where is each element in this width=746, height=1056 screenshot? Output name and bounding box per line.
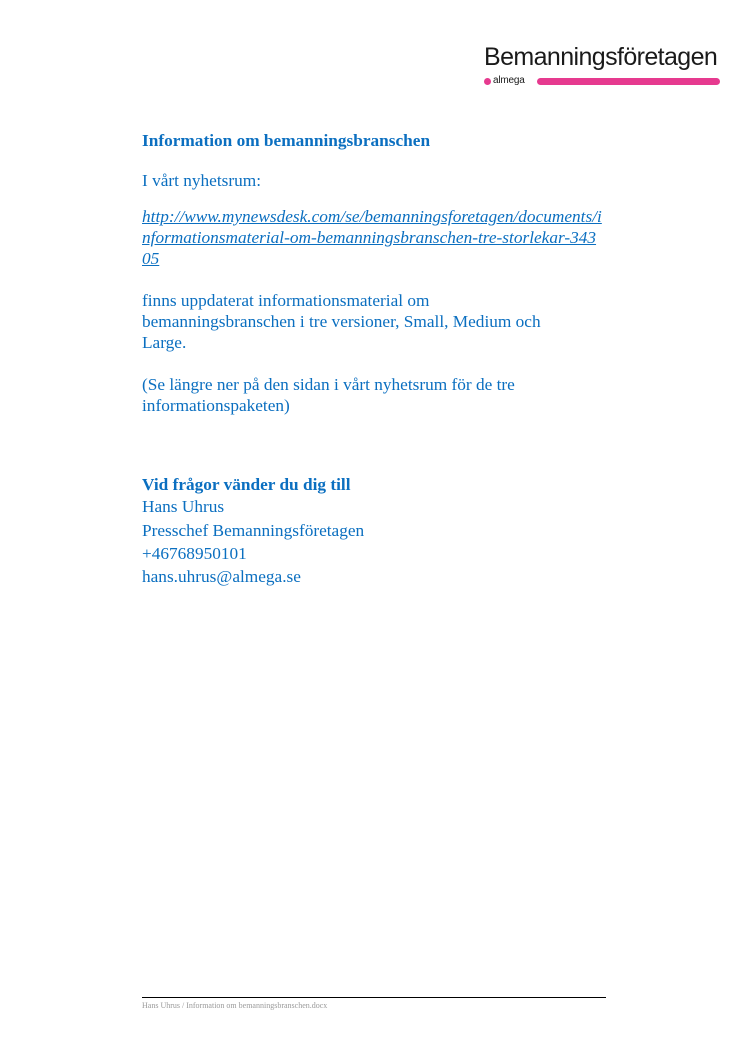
company-logo: [484, 42, 722, 88]
document-heading: Information om bemanningsbranschen: [142, 131, 431, 150]
contact-email: hans.uhrus@almega.se: [142, 567, 301, 586]
info-paragraph: finns uppdaterat informationsmaterial om bemanningsbranschen i tre versioner, Small, Medium och Large.: [142, 291, 541, 352]
newsroom-link[interactable]: http://www.mynewsdesk.com/se/bemanningsforetagen/documents/informationsmaterial-om-bemanningsbranschen-tre-storlekar-34305: [142, 207, 602, 268]
contact-heading: Vid frågor vänder du dig till: [142, 475, 351, 494]
logo-accent-bar: [537, 78, 720, 85]
contact-name: Hans Uhrus: [142, 497, 225, 516]
intro-text: I vårt nyhetsrum:: [142, 171, 262, 190]
footer-divider: [142, 997, 606, 998]
logo-brand-text: almega: [493, 75, 525, 86]
contact-title: Presschef Bemanningsföretagen: [142, 521, 365, 540]
logo-dot-icon: [484, 78, 491, 85]
contact-phone: +46768950101: [142, 544, 247, 563]
logo-wordmark: Bemanningsföretagen: [484, 43, 718, 71]
note-paragraph: (Se längre ner på den sidan i vårt nyhetsrum för de tre informationspaketen): [142, 375, 515, 415]
footer-filename: Hans Uhrus / Information om bemanningsbranschen.docx: [142, 1001, 328, 1010]
